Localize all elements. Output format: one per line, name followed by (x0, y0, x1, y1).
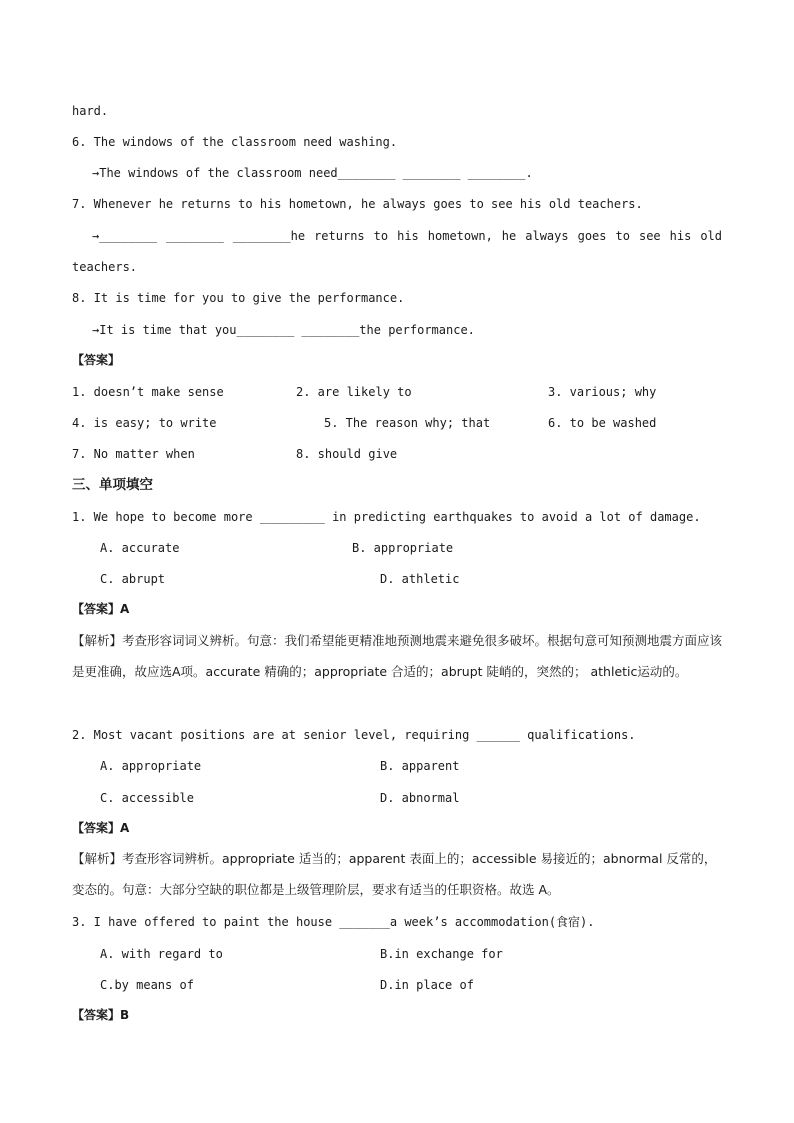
question-3-answer: 【答案】B (72, 1008, 130, 1022)
answer-item: 8. should give (296, 447, 398, 461)
rewrite-6-answer: →The windows of the classroom need________ ________ ________. (92, 166, 533, 180)
question-3-option-b: B.in exchange for (380, 947, 503, 961)
question-3-option-c: C.by means of (100, 978, 194, 992)
rewrite-7-answer-line1: →________ ________ ________he returns to his hometown, he always goes to see his old (92, 229, 722, 243)
question-1-option-b: B. appropriate (352, 541, 454, 555)
question-1-stem: 1. We hope to become more _________ in predicting earthquakes to avoid a lot of damage. (72, 510, 701, 524)
answer-item: 7. No matter when (72, 447, 195, 461)
answer-item: 2. are likely to (296, 385, 412, 399)
question-3-stem: 3. I have offered to paint the house _______a week’s accommodation(食宿). (72, 915, 595, 929)
question-2-option-c: C. accessible (100, 791, 194, 805)
question-2-option-b: B. apparent (380, 759, 460, 773)
question-3-option-a: A. with regard to (100, 947, 223, 961)
answer-item: 3. various; why (548, 385, 657, 399)
question-3-option-d: D.in place of (380, 978, 474, 992)
question-2-option-d: D. abnormal (380, 791, 460, 805)
question-2-answer: 【答案】A (72, 821, 130, 835)
rewrite-6-original: 6. The windows of the classroom need washing. (72, 135, 398, 149)
question-1-option-c: C. abrupt (100, 572, 166, 586)
answer-item: 4. is easy; to write (72, 416, 217, 430)
question-1-analysis: 【解析】考查形容词词义辨析。句意：我们希望能更精准地预测地震来避免很多破坏。根据句意可知预测地震方面应该是更准确，故应选A项。accurate 精确的；appropriate 合适的；abrupt 陡峭的，突然的； athletic运动的。 (72, 633, 723, 679)
question-1-answer: 【答案】A (72, 602, 130, 616)
answer-item: 1. doesn’t make sense (72, 385, 224, 399)
question-2-analysis: 【解析】考查形容词辨析。appropriate 适当的；apparent 表面上的；accessible 易接近的；abnormal 反常的，变态的。句意：大部分空缺的职位都是上级管理阶层，要求有适当的任职资格。故选 A。 (72, 851, 717, 897)
rewrite-8-original: 8. It is time for you to give the performance. (72, 291, 405, 305)
answer-item: 6. to be washed (548, 416, 657, 430)
answers-label: 【答案】 (72, 353, 121, 367)
question-2-stem: 2. Most vacant positions are at senior level, requiring ______ qualifications. (72, 728, 636, 742)
rewrite-7-original: 7. Whenever he returns to his hometown, he always goes to see his old teachers. (72, 197, 643, 211)
question-1-option-d: D. athletic (380, 572, 460, 586)
rewrite-7-answer-line2: teachers. (72, 260, 138, 274)
carryover-text: hard. (72, 104, 109, 118)
rewrite-8-answer: →It is time that you________ ________the performance. (92, 323, 475, 337)
answer-item: 5. The reason why; that (324, 416, 491, 430)
question-2-option-a: A. appropriate (100, 759, 202, 773)
question-1-option-a: A. accurate (100, 541, 180, 555)
section-title: 三、单项填空 (72, 477, 153, 493)
